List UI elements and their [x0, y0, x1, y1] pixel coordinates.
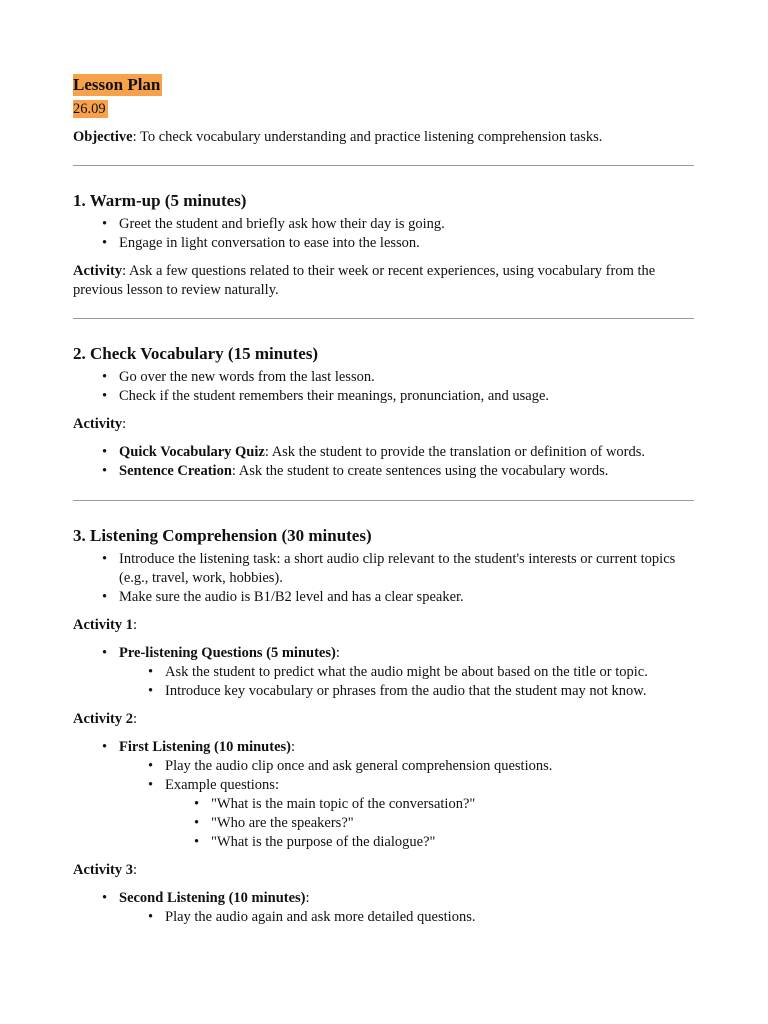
- activity-label: Activity: [73, 263, 123, 279]
- activity-2-list: [73, 738, 694, 852]
- list-item: • "Who are the speakers?": [211, 814, 694, 833]
- item-label: Pre-listening Questions (5 minutes): [119, 645, 336, 661]
- listening-bullet-list: [73, 550, 694, 607]
- date-block: [73, 100, 694, 118]
- item-text: : Ask the student to create sentences using the vocabulary words.: [231, 463, 609, 479]
- objective-text: : To check vocabulary understanding and practice listening comprehension tasks.: [132, 129, 603, 145]
- list-item: • Play the audio again and ask more detailed questions.: [165, 908, 694, 927]
- vocabulary-bullet-list: [73, 368, 694, 406]
- activity-label: Activity 1: [73, 617, 133, 633]
- vocabulary-activity-list: [73, 443, 694, 481]
- warmup-bullet-list: [73, 215, 694, 253]
- objective-label: Objective: [73, 129, 133, 145]
- section-heading-warmup: 1. Warm-up (5 minutes): [73, 191, 247, 210]
- list-item: • Engage in light conversation to ease into the lesson.: [119, 234, 694, 253]
- activity-2-sublist: [119, 757, 694, 852]
- activity-3-sublist: [119, 908, 694, 927]
- list-item: [119, 889, 694, 927]
- divider: [73, 500, 694, 501]
- section-heading-vocabulary: 2. Check Vocabulary (15 minutes): [73, 344, 319, 363]
- activity-3-paragraph: [73, 861, 694, 880]
- list-item: [119, 644, 694, 701]
- item-label: Quick Vocabulary Quiz: [119, 444, 265, 460]
- list-item: • "What is the main topic of the conversation?": [211, 795, 694, 814]
- title-block: [73, 74, 694, 96]
- item-label: Second Listening (10 minutes): [119, 890, 306, 906]
- item-label: Sentence Creation: [119, 463, 232, 479]
- list-item: [165, 776, 694, 852]
- activity-2-paragraph: [73, 710, 694, 729]
- list-item: • Check if the student remembers their meanings, pronunciation, and usage.: [119, 387, 694, 406]
- activity-colon: :: [133, 711, 138, 727]
- document-date: 26.09: [73, 101, 106, 117]
- activity-colon: :: [133, 617, 138, 633]
- list-item: [119, 462, 694, 481]
- activity-label: Activity: [73, 416, 123, 432]
- list-item: [119, 443, 694, 462]
- list-item: • Ask the student to predict what the audio might be about based on the title or topic.: [165, 663, 694, 682]
- objective-paragraph: [73, 128, 694, 147]
- list-item: • Introduce key vocabulary or phrases from the audio that the student may not know.: [165, 682, 694, 701]
- item-label: First Listening (10 minutes): [119, 739, 291, 755]
- vocabulary-activity-paragraph: [73, 415, 694, 434]
- warmup-activity-paragraph: [73, 262, 694, 300]
- item-colon: :: [335, 645, 340, 661]
- list-item: • Go over the new words from the last lesson.: [119, 368, 694, 387]
- list-item: • Make sure the audio is B1/B2 level and has a clear speaker.: [119, 588, 694, 607]
- section-heading-listening: 3. Listening Comprehension (30 minutes): [73, 526, 372, 545]
- list-item: • Play the audio clip once and ask general comprehension questions.: [165, 757, 694, 776]
- activity-1-paragraph: [73, 616, 694, 635]
- activity-text: : Ask a few questions related to their week or recent experiences, using vocabulary from the previous lesson to review naturally.: [73, 263, 656, 298]
- list-item: [119, 738, 694, 852]
- activity-1-list: [73, 644, 694, 701]
- activity-label: Activity 2: [73, 711, 133, 727]
- activity-colon: :: [133, 862, 138, 878]
- divider: [73, 318, 694, 319]
- item-text: : Ask the student to provide the translation or definition of words.: [264, 444, 646, 460]
- activity-3-list: [73, 889, 694, 927]
- list-item: • "What is the purpose of the dialogue?": [211, 833, 694, 852]
- list-item: • Introduce the listening task: a short audio clip relevant to the student's interests or current topics (e.g., travel, work, hobbies).: [119, 550, 694, 588]
- item-colon: :: [305, 890, 310, 906]
- example-questions-list: [165, 795, 694, 852]
- example-questions-label: Example questions:: [165, 777, 279, 793]
- document-title: Lesson Plan: [73, 75, 161, 94]
- activity-1-sublist: [119, 663, 694, 701]
- item-colon: :: [290, 739, 296, 755]
- activity-colon: :: [122, 416, 127, 432]
- activity-label: Activity 3: [73, 862, 133, 878]
- divider: [73, 165, 694, 166]
- list-item: • Greet the student and briefly ask how their day is going.: [119, 215, 694, 234]
